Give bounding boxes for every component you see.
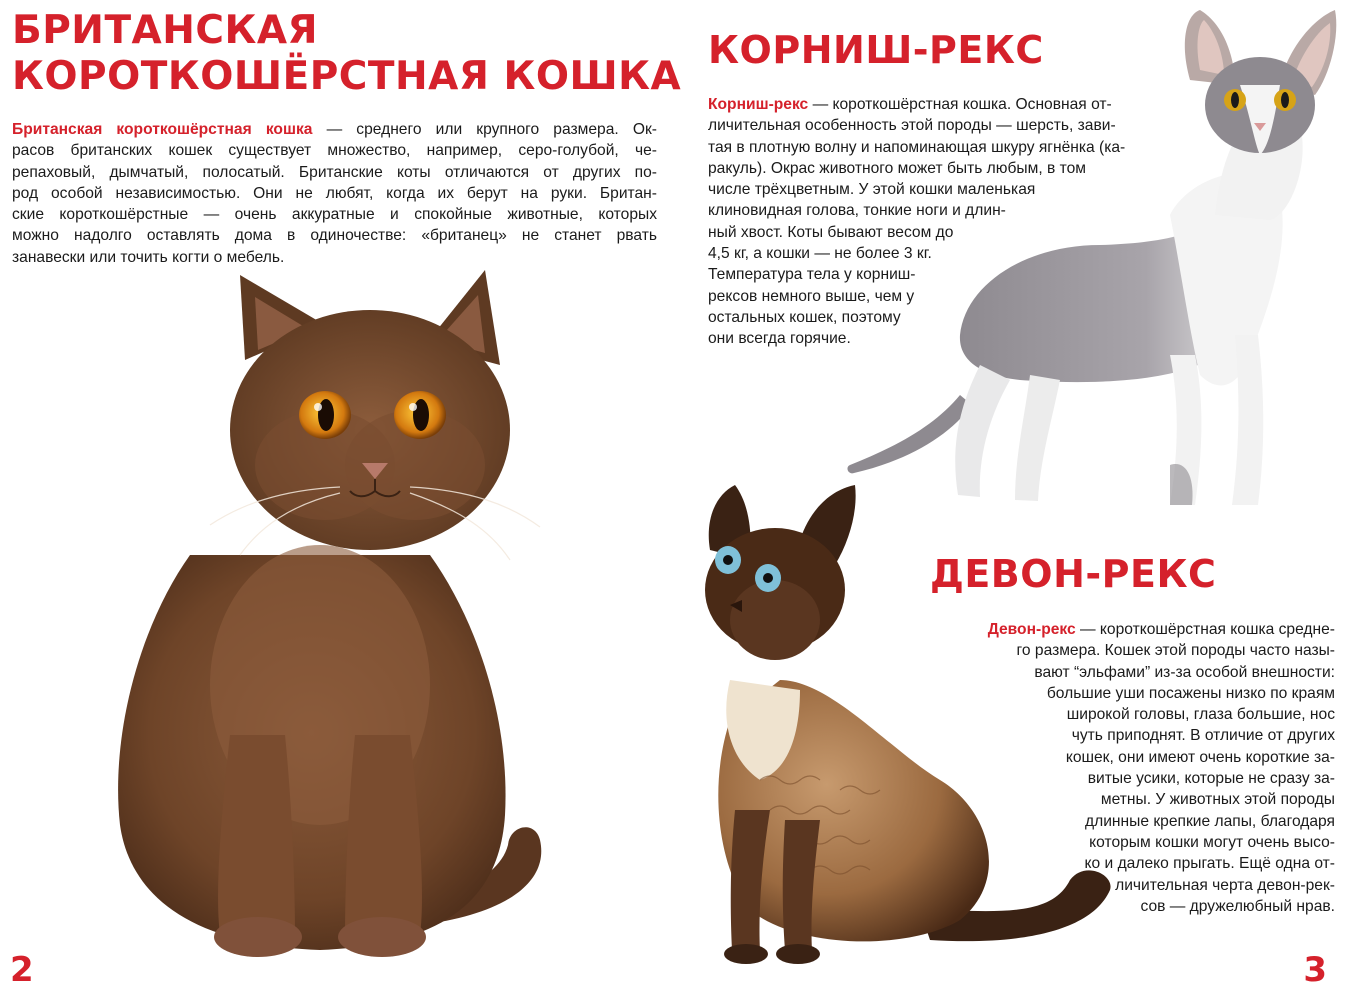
cornish-line-10: рексов немного выше, чем у	[708, 287, 915, 305]
devon-line-4: большие уши посажены низко по краям	[1046, 684, 1335, 702]
devon-line-5: широкой головы, глаза большие, нос	[1066, 706, 1335, 724]
cornish-line-1: Корниш-рекс — короткошёрстная кошка. Основная от-	[708, 96, 1112, 113]
devon-line-12: ко и далеко прыгать. Ещё одна от-	[1084, 855, 1335, 873]
cornish-line-6: клиновидная голова, тонкие ноги и длин-	[708, 202, 1006, 220]
cornish-line-8: 4,5 кг, а кошки — не более 3 кг.	[708, 245, 932, 263]
british-title-line-1: БРИТАНСКАЯ	[12, 8, 319, 53]
cornish-line-7: ный хвост. Коты бывают весом до	[708, 223, 954, 241]
devon-line-10: длинные крепкие лапы, благодаря	[1085, 812, 1335, 830]
cornish-line-2: личительная особенность этой породы — шерсть, зави-	[708, 117, 1116, 135]
british-line-5: ские короткошёрстные — очень аккуратные и спокойные животные, которых	[12, 206, 657, 224]
devon-line-9: метны. У животных этой породы	[1100, 791, 1335, 809]
devon-line-2: го размера. Кошек этой породы часто назы-	[1016, 642, 1335, 660]
devon-line-8: витые усики, которые не сразу за-	[1087, 770, 1335, 788]
devon-lead-term: Девон-рекс	[987, 621, 1076, 638]
page-number-right: 3	[1303, 950, 1327, 990]
british-line-3: репаховый, дымчатый, полосатый. Британские коты отличаются от других по-	[12, 163, 657, 181]
devon-rex-cat-image	[690, 480, 1130, 970]
british-title-line-2: КОРОТКОШЁРСТНАЯ КОШКА	[12, 54, 682, 99]
british-line-4: род особой независимостью. Они не любят, когда их берут на руки. Британ-	[12, 184, 657, 202]
british-line-1: Британская короткошёрстная кошка — среднего или крупного размера. Ок-	[12, 121, 657, 138]
devon-line-1: Девон-рекс — короткошёрстная кошка средне-	[987, 621, 1335, 638]
page-number-left: 2	[10, 950, 34, 990]
devon-line-11: которым кошки могут очень высо-	[1089, 833, 1335, 851]
devon-line-13: личительная черта девон-рек-	[1115, 876, 1335, 894]
devon-line-3: вают “эльфами” из-за особой внешности:	[1034, 663, 1335, 681]
british-title	[12, 8, 681, 100]
british-description	[12, 119, 657, 268]
british-line-6: можно надолго оставлять дома в одиночестве: «британец» не станет рвать	[12, 227, 657, 245]
cornish-rex-title: КОРНИШ-РЕКС	[708, 28, 1044, 72]
cornish-lead-term: Корниш-рекс	[708, 96, 809, 113]
british-line-7: занавески или точить когти о мебель.	[12, 248, 285, 266]
devon-line-7: кошек, они имеют очень короткие за-	[1065, 748, 1335, 766]
devon-rex-title: ДЕВОН-РЕКС	[930, 552, 1217, 596]
cornish-line-12: они всегда горячие.	[708, 330, 851, 348]
cornish-line-5: числе трёхцветным. У этой кошки маленькая	[708, 181, 1036, 199]
cornish-line-4: ракуль). Окрас животного может быть любым, в том	[708, 159, 1086, 177]
british-lead-term: Британская короткошёрстная кошка	[12, 121, 313, 138]
cornish-line-3: тая в плотную волну и напоминающая шкуру ягнёнка (ка-	[708, 138, 1126, 156]
british-shorthair-cat-image	[80, 265, 560, 965]
cornish-line-11: остальных кошек, поэтому	[708, 308, 901, 326]
british-line-2: расов британских кошек существует множество, например, серо-голубой, че-	[12, 142, 657, 160]
devon-line-14: сов — дружелюбный нрав.	[1140, 897, 1335, 915]
cornish-rex-cat-image	[840, 5, 1340, 515]
cornish-line-9: Температура тела у корниш-	[708, 266, 916, 284]
devon-line-6: чуть приподнят. В отличие от других	[1071, 727, 1335, 745]
